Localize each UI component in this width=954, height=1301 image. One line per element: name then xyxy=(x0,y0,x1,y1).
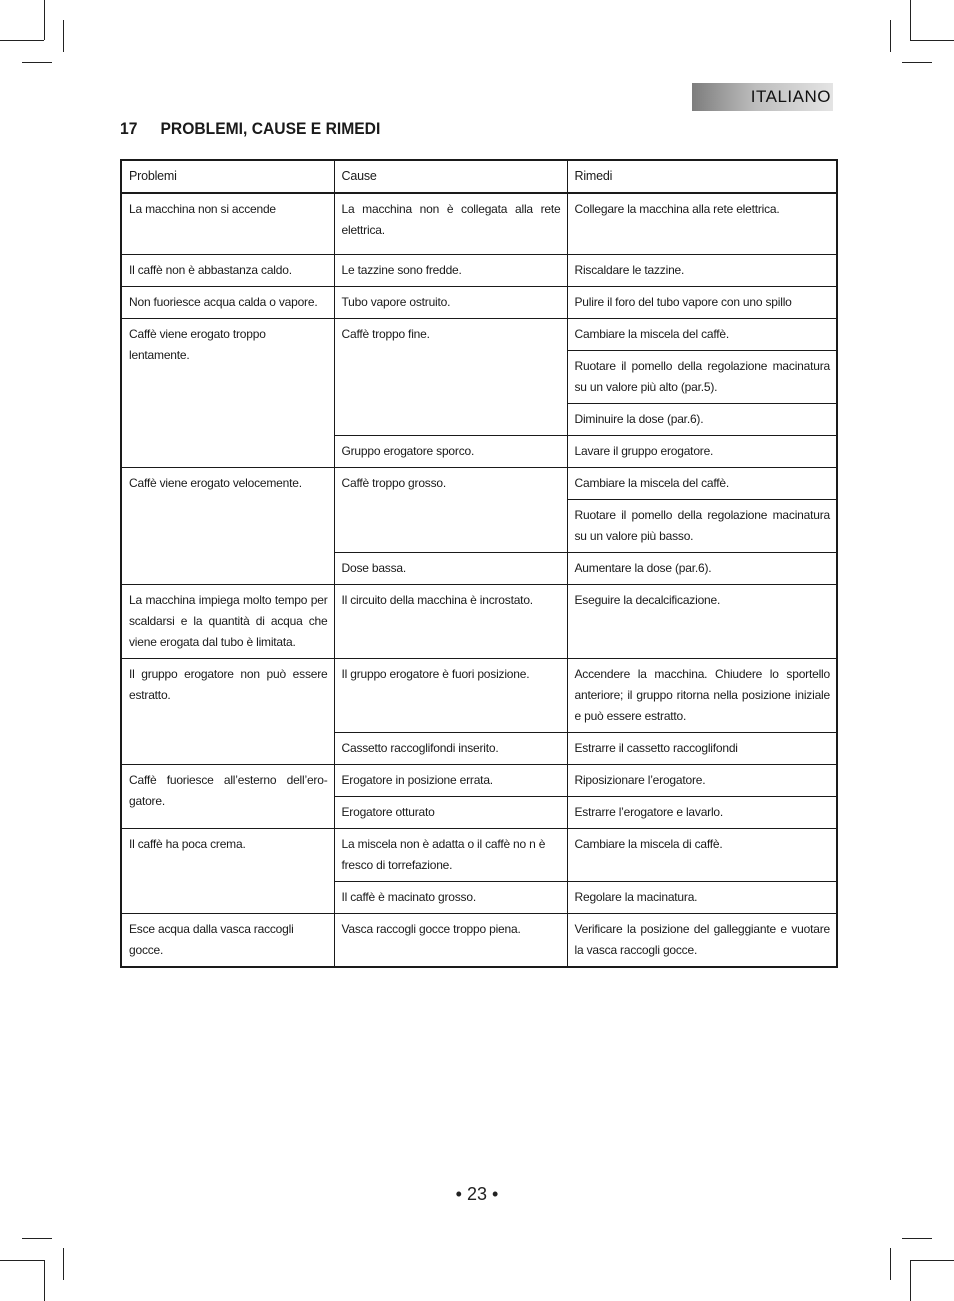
problem-cell: Caffè viene erogato troppo lentamente. xyxy=(121,318,334,467)
cause-cell: Erogatore otturato xyxy=(334,796,567,828)
cause-cell: Caffè troppo fine. xyxy=(334,318,567,435)
table-row xyxy=(121,286,837,318)
remedy-cell: Lavare il gruppo erogatore. xyxy=(567,435,837,467)
crop-mark xyxy=(890,1248,891,1280)
troubleshooting-table xyxy=(120,159,838,968)
crop-mark xyxy=(63,20,64,52)
problem-cell: Caffè viene erogato velocemente. xyxy=(121,467,334,584)
remedy-cell: Pulire il foro del tubo vapore con uno spillo xyxy=(567,286,837,318)
remedy-cell: Verificare la posizione del galleggiante e vuotare la vasca raccogli gocce. xyxy=(567,913,837,967)
table-row xyxy=(121,318,837,350)
remedy-cell: Regolare la macinatura. xyxy=(567,881,837,913)
crop-mark xyxy=(890,20,891,52)
table-header-row xyxy=(121,160,837,193)
language-label: ITALIANO xyxy=(750,87,831,106)
table-row xyxy=(121,764,837,796)
remedy-cell: Estrarre l’erogatore e lavarlo. xyxy=(567,796,837,828)
crop-mark xyxy=(902,62,932,63)
page-number: • 23 • xyxy=(455,1184,499,1204)
remedy-cell: Ruotare il pomello della regolazione macinatura su un valore più basso. xyxy=(567,499,837,552)
problem-cell: Non fuoriesce acqua calda o vapore. xyxy=(121,286,334,318)
remedy-cell: Ruotare il pomello della regolazione macinatura su un valore più alto (par.5). xyxy=(567,350,837,403)
section-heading xyxy=(120,116,380,142)
section-title: PROBLEMI, CAUSE E RIMEDI xyxy=(160,119,381,138)
crop-mark xyxy=(910,1260,911,1301)
cause-cell: La macchina non è collegata alla rete elettrica. xyxy=(334,193,567,254)
cause-cell: Vasca raccogli gocce troppo piena. xyxy=(334,913,567,967)
remedy-cell: Estrarre il cassetto raccoglifondi xyxy=(567,732,837,764)
crop-mark xyxy=(44,1260,45,1301)
problem-cell: La macchina non si accende xyxy=(121,193,334,254)
problem-cell: Il caffè ha poca crema. xyxy=(121,828,334,913)
problem-cell: Esce acqua dalla vasca raccogli gocce. xyxy=(121,913,334,967)
cause-cell: Dose bassa. xyxy=(334,552,567,584)
cause-cell: Il circuito della macchina è incrostato. xyxy=(334,584,567,658)
cause-cell: Erogatore in posizione errata. xyxy=(334,764,567,796)
header-remedies: Rimedi xyxy=(567,160,837,193)
section-number: 17 xyxy=(120,119,138,138)
remedy-cell: Cambiare la miscela del caffè. xyxy=(567,318,837,350)
cause-cell: Il gruppo erogatore è fuori posizione. xyxy=(334,658,567,732)
problem-cell: Il caffè non è abbastanza caldo. xyxy=(121,254,334,286)
remedy-cell: Aumentare la dose (par.6). xyxy=(567,552,837,584)
remedy-cell: Riposizionare l’erogatore. xyxy=(567,764,837,796)
cause-cell: Tubo vapore ostruito. xyxy=(334,286,567,318)
crop-mark xyxy=(63,1248,64,1280)
crop-mark xyxy=(0,40,44,41)
crop-mark xyxy=(910,0,911,40)
remedy-cell: Diminuire la dose (par.6). xyxy=(567,403,837,435)
cause-cell: Cassetto raccoglifondi inserito. xyxy=(334,732,567,764)
cause-cell: Il caffè è macinato grosso. xyxy=(334,881,567,913)
table-row xyxy=(121,254,837,286)
crop-mark xyxy=(22,62,52,63)
crop-mark xyxy=(0,1260,44,1261)
table-row xyxy=(121,658,837,732)
crop-mark xyxy=(44,0,45,40)
remedy-cell: Accendere la macchina. Chiudere lo sportello anteriore; il gruppo ritorna nella posizione iniziale e può essere estratto. xyxy=(567,658,837,732)
table-row xyxy=(121,913,837,967)
cause-cell: La miscela non è adatta o il caffè no n è fresco di torrefazione. xyxy=(334,828,567,881)
cause-cell: Le tazzine sono fredde. xyxy=(334,254,567,286)
remedy-cell: Eseguire la decalcificazione. xyxy=(567,584,837,658)
problem-cell: La macchina impiega molto tempo per scaldarsi e la quantità di acqua che viene erogata dal tubo è limitata. xyxy=(121,584,334,658)
crop-mark xyxy=(910,40,954,41)
crop-mark xyxy=(902,1238,932,1239)
language-tab xyxy=(692,83,833,111)
crop-mark xyxy=(22,1238,52,1239)
table-row xyxy=(121,828,837,881)
table-row xyxy=(121,467,837,499)
remedy-cell: Riscaldare le tazzine. xyxy=(567,254,837,286)
crop-mark xyxy=(910,1260,954,1261)
header-causes: Cause xyxy=(334,160,567,193)
problem-cell: Caffè fuoriesce all’esterno dell’ero-gatore. xyxy=(121,764,334,828)
remedy-cell: Collegare la macchina alla rete elettrica. xyxy=(567,193,837,254)
remedy-cell: Cambiare la miscela di caffè. xyxy=(567,828,837,881)
table-row xyxy=(121,584,837,658)
table-row xyxy=(121,193,837,254)
cause-cell: Caffè troppo grosso. xyxy=(334,467,567,552)
header-problems: Problemi xyxy=(121,160,334,193)
remedy-cell: Cambiare la miscela del caffè. xyxy=(567,467,837,499)
cause-cell: Gruppo erogatore sporco. xyxy=(334,435,567,467)
problem-cell: Il gruppo erogatore non può essere estratto. xyxy=(121,658,334,764)
